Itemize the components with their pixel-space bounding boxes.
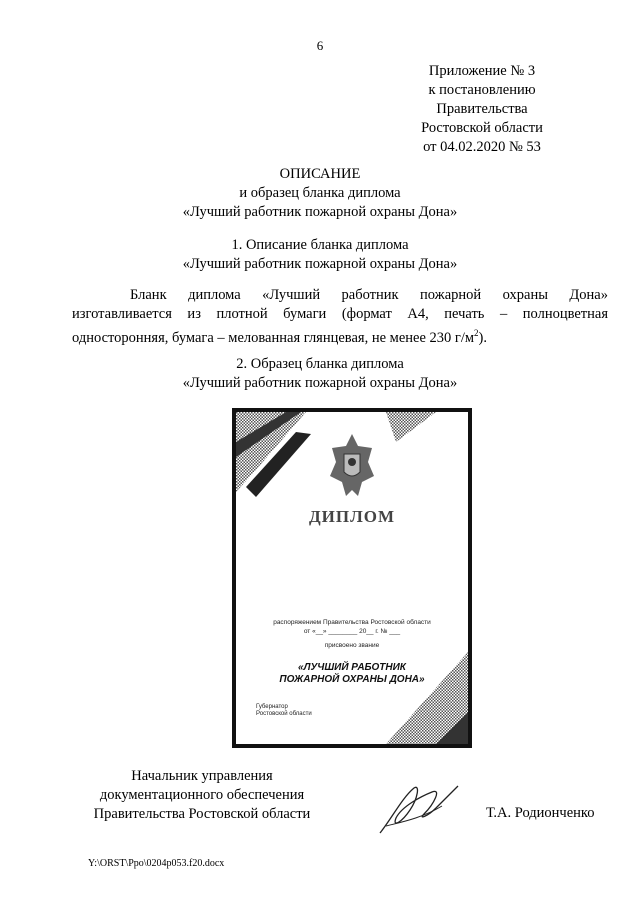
diploma-award: «ЛУЧШИЙ РАБОТНИК ПОЖАРНОЙ ОХРАНЫ ДОНА» xyxy=(279,662,425,685)
section-title: «Лучший работник пожарной охраны Дона» xyxy=(182,256,458,272)
section2-heading xyxy=(0,355,640,393)
diploma-date: от «__» ________ 20__ г. № ___ xyxy=(303,628,401,635)
diploma-assigned: присвоено звание xyxy=(324,642,380,649)
heading-subtitle: «Лучший работник пожарной охраны Дона» xyxy=(182,204,458,220)
signatory-position: Начальник управления документационного обеспечения Правительства Ростовской области xyxy=(93,768,311,822)
appendix-line: Правительства xyxy=(436,101,528,117)
page-number: 6 xyxy=(316,38,324,53)
appendix-line: Ростовской области xyxy=(421,120,543,136)
appendix-block xyxy=(382,62,582,157)
file-path: Y:\ORST\Ppo\0204p053.f20.docx xyxy=(88,858,225,869)
diploma-decree: распоряжением Правительства Ростовской области xyxy=(273,619,431,626)
document-heading xyxy=(0,165,640,222)
paragraph-line: Бланк диплома «Лучший работник пожарной охраны Дона» xyxy=(130,287,608,303)
diploma-sample-image xyxy=(236,412,468,744)
section-title: 1. Описание бланка диплома xyxy=(231,237,409,253)
diploma-title: ДИПЛОМ xyxy=(308,507,396,526)
section-title: 2. Образец бланка диплома xyxy=(236,356,404,372)
appendix-line: Приложение № 3 xyxy=(428,63,536,79)
paragraph-line: изготавливается из плотной бумаги (формат А4, печать – полноцветная xyxy=(72,306,608,322)
section1-heading xyxy=(0,236,640,274)
handwritten-signature xyxy=(372,778,462,840)
paragraph-line: односторонняя, бумага – мелованная глянцевая, не менее 230 $г/м^2$). xyxy=(72,328,488,346)
diploma-signatory: Губернатор Ростовской области xyxy=(256,704,312,717)
section-title: «Лучший работник пожарной охраны Дона» xyxy=(182,375,458,391)
signatory-name: Т.А. Родионченко xyxy=(486,805,595,821)
appendix-line: к постановлению xyxy=(428,82,536,98)
coat-of-arms-icon xyxy=(328,432,376,498)
heading-subtitle: и образец бланка диплома xyxy=(239,185,401,201)
description-paragraph xyxy=(72,286,608,348)
heading-title: ОПИСАНИЕ xyxy=(279,166,361,182)
appendix-line: от 04.02.2020 № 53 xyxy=(423,139,541,155)
